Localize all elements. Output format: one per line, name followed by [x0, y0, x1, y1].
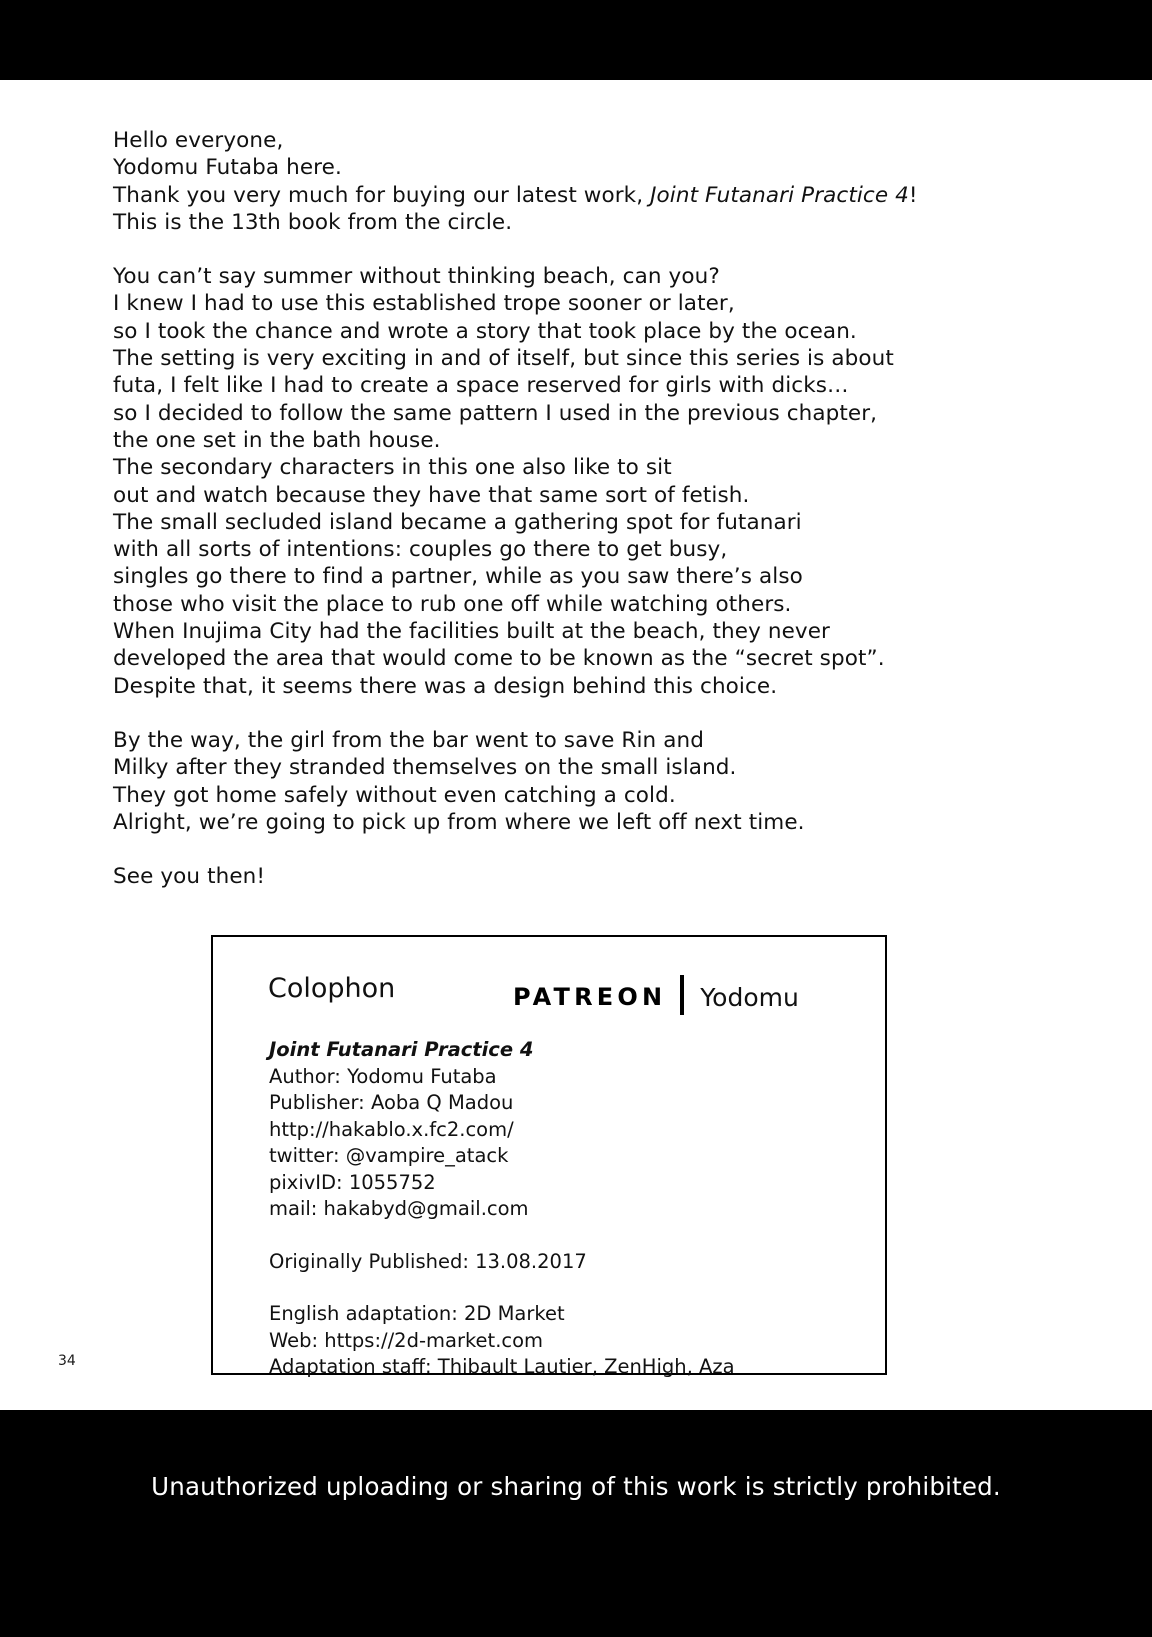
letter-line: Yodomu Futaba here. [113, 155, 342, 181]
letter-line: out and watch because they have that same sort of fetish. [113, 482, 750, 508]
colophon-mail[interactable]: mail: hakabyd@gmail.com [269, 1197, 529, 1220]
colophon-box [211, 935, 887, 1378]
patreon-block[interactable] [513, 977, 799, 1017]
letter-line: They got home safely without even catching a cold. [113, 782, 676, 808]
spacer [269, 1275, 869, 1301]
letter-line: singles go there to find a partner, while as you saw there’s also [113, 564, 803, 590]
letter-line: developed the area that would come to be known as the “secret spot”. [113, 646, 885, 672]
letter-paragraph-1 [113, 127, 1013, 236]
letter-line: By the way, the girl from the bar went to save Rin and [113, 727, 704, 753]
letter-line: Hello everyone, [113, 128, 284, 153]
letter-line: futa, I felt like I had to create a space reserved for girls with dicks… [113, 373, 849, 399]
letter-line: so I decided to follow the same pattern I used in the previous chapter, [113, 400, 878, 426]
letter-line: I knew I had to use this established trope sooner or later, [113, 291, 735, 317]
colophon-header [213, 937, 885, 1033]
paper-area [0, 80, 1152, 1410]
top-black-band [0, 0, 1152, 80]
colophon-work-title: Joint Futanari Practice 4 [269, 1038, 534, 1061]
afterword-letter [113, 127, 1013, 917]
letter-line-tail: ! [908, 182, 918, 208]
colophon-adaptation-staff: Adaptation staff: Thibault Lautier, ZenHigh, Aza [269, 1355, 735, 1378]
colophon-heading: Colophon [268, 973, 396, 1004]
colophon-published-date: Originally Published: 13.08.2017 [269, 1249, 587, 1273]
letter-paragraph-3 [113, 727, 1013, 836]
colophon-details [269, 1037, 869, 1381]
colophon-publisher: Publisher: Aoba Q Madou [269, 1091, 514, 1114]
letter-line: those who visit the place to rub one off while watching others. [113, 591, 792, 617]
patreon-username: Yodomu [700, 982, 799, 1012]
letter-line-with-title [113, 182, 1013, 209]
letter-line: This is the 13th book from the circle. [113, 209, 513, 235]
colophon-website-link[interactable]: http://hakablo.x.fc2.com/ [269, 1117, 514, 1141]
letter-line: The secondary characters in this one also like to sit [113, 455, 672, 481]
letter-line: The setting is very exciting in and of itself, but since this series is about [113, 346, 894, 372]
letter-paragraph-4 [113, 863, 1013, 890]
colophon-twitter-handle[interactable]: twitter: @vampire_atack [269, 1144, 509, 1167]
letter-line-text: Thank you very much for buying our latest work, [113, 182, 651, 208]
letter-line: When Inujima City had the facilities built at the beach, they never [113, 619, 830, 645]
letter-line: the one set in the bath house. [113, 427, 441, 453]
bottom-black-band [0, 1410, 1152, 1637]
letter-line: Alright, we’re going to pick up from where we left off next time. [113, 809, 805, 835]
patreon-logo-text: PATREON [513, 983, 667, 1011]
copyright-notice: Unauthorized uploading or sharing of this work is strictly prohibited. [151, 1472, 1001, 1501]
letter-paragraph-2 [113, 263, 1013, 700]
letter-line: so I took the chance and wrote a story that took place by the ocean. [113, 318, 857, 344]
page-number: 34 [58, 1353, 76, 1369]
letter-line: See you then! [113, 864, 266, 890]
letter-line: with all sorts of intentions: couples go there to get busy, [113, 537, 728, 563]
letter-line: The small secluded island became a gathering spot for futanari [113, 509, 802, 535]
spacer [269, 1223, 869, 1249]
patreon-divider-icon [680, 975, 684, 1015]
letter-line: Despite that, it seems there was a design behind this choice. [113, 673, 778, 699]
letter-line: You can’t say summer without thinking beach, can you? [113, 264, 720, 290]
colophon-author: Author: Yodomu Futaba [269, 1064, 497, 1088]
letter-line: Milky after they stranded themselves on the small island. [113, 755, 737, 781]
colophon-english-adaptation: English adaptation: 2D Market [269, 1302, 565, 1325]
work-title-italic: Joint Futanari Practice 4 [650, 182, 909, 208]
colophon-web-link[interactable]: Web: https://2d-market.com [269, 1328, 544, 1352]
colophon-pixiv-id: pixivID: 1055752 [269, 1170, 436, 1194]
